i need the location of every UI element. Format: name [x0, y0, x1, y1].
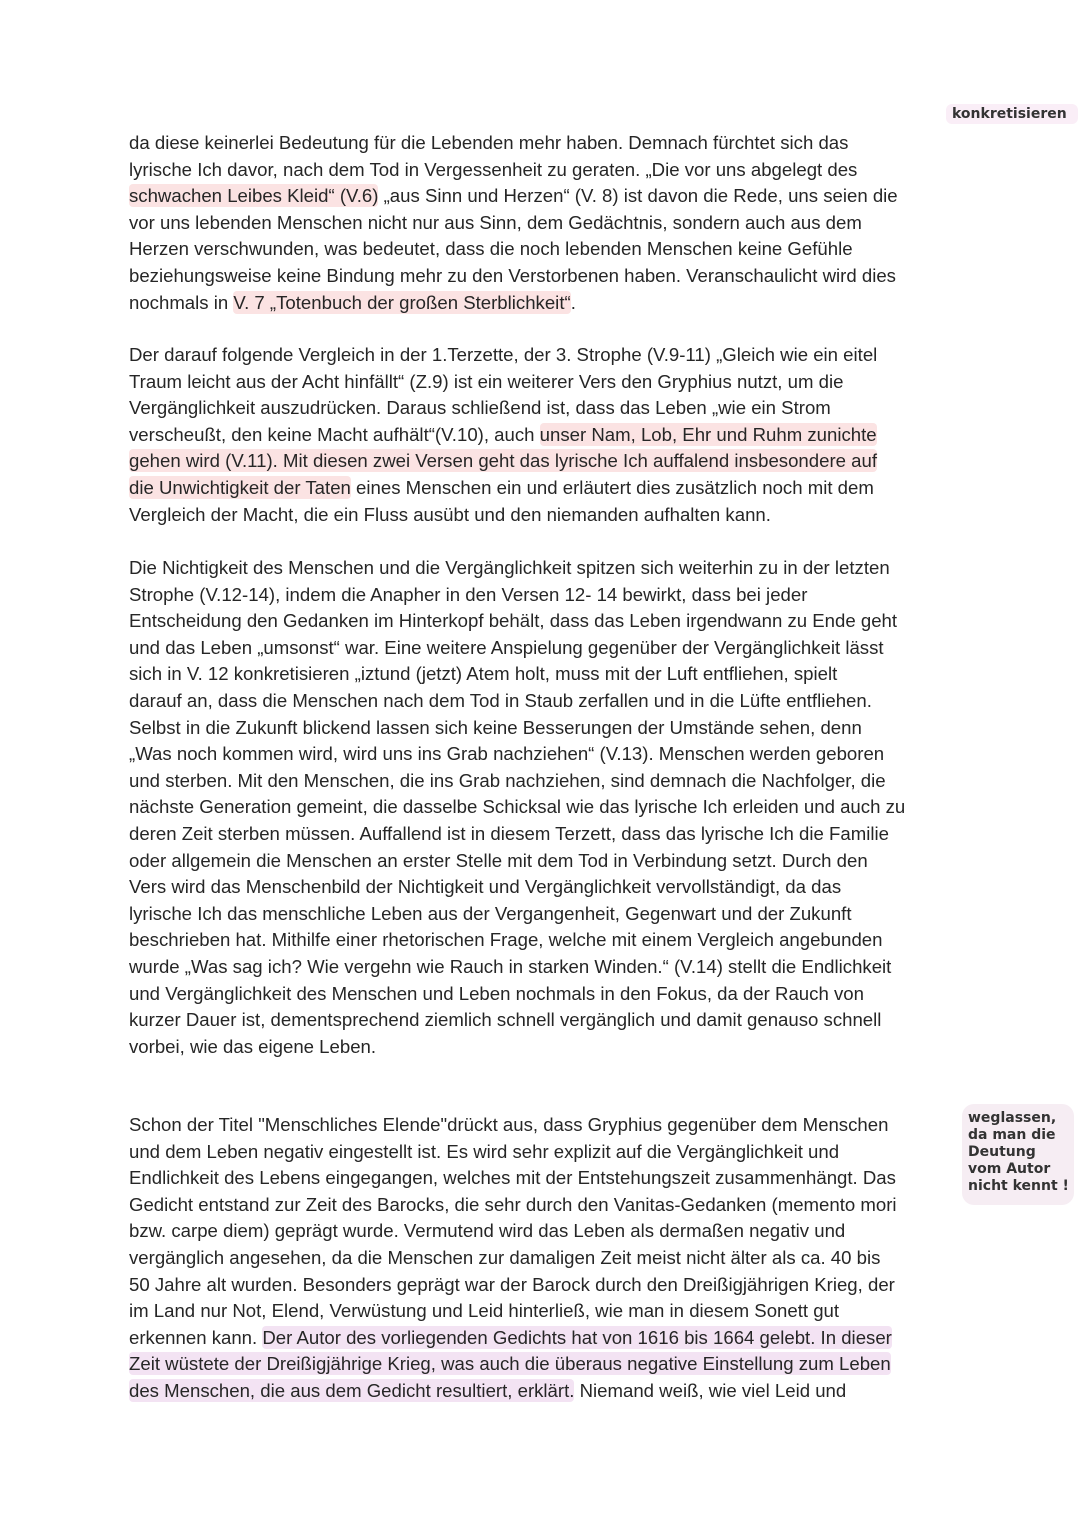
text-line: darauf an, dass die Menschen nach dem Tod in Staub zerfallen und in die Lüfte entfliehen. — [129, 689, 872, 711]
text-line: kurzer Dauer ist, dementsprechend ziemlich schnell vergänglich und damit genauso schnell — [129, 1009, 882, 1031]
highlight-mark: des Menschen, die aus dem Gedicht resultiert, erklärt. — [129, 1379, 575, 1401]
text-span: nochmals in — [129, 291, 234, 313]
text-line: lyrische Ich davor, nach dem Tod in Vergessenheit zu geraten. „Die vor uns abgelegt des — [129, 158, 858, 180]
text-line: Herzen verschwunden, was bedeutet, dass die noch lebenden Menschen keine Gefühle — [129, 238, 853, 260]
text-line: Vers wird das Menschenbild der Nichtigkeit und Vergänglichkeit vervollständigt, da das — [129, 876, 842, 898]
text-line: lyrische Ich das menschliche Leben aus der Vergangenheit, Gegenwart und der Zukunft — [129, 902, 852, 924]
text-line: beziehungsweise keine Bindung mehr zu den Verstorbenen haben. Veranschaulicht wird dies — [129, 264, 896, 286]
text-span: verscheußt, den keine Macht aufhält“(V.10), auch — [129, 423, 540, 445]
text-line: da diese keinerlei Bedeutung für die Lebenden mehr haben. Demnach fürchtet sich das — [129, 132, 849, 153]
paragraph-1 — [129, 130, 959, 316]
text-line — [129, 290, 959, 317]
highlight-mark: V. 7 „Totenbuch der großen Sterblichkeit“ — [233, 291, 571, 313]
text-span: erkennen kann. — [129, 1326, 263, 1348]
text-line: Die Nichtigkeit des Menschen und die Vergänglichkeit spitzen sich weiterhin zu in der letzten — [129, 557, 890, 578]
text-span: Niemand weiß, wie viel Leid und — [574, 1379, 847, 1401]
text-line — [129, 1378, 959, 1405]
text-line: Traum leicht aus der Acht hinfällt“ (Z.9) ist ein weiterer Vers den Gryphius nutzt, um die — [129, 370, 844, 392]
note-line: Deutung — [968, 1144, 1036, 1160]
text-span: eines Menschen ein und erläutert dies zusätzlich noch mit dem — [350, 476, 874, 498]
text-line: nächste Generation gemeint, die dasselbe Schicksal wie das lyrische Ich erleiden und auch zu — [129, 796, 906, 818]
text-line: vorbei, wie das eigene Leben. — [129, 1035, 377, 1057]
text-line: beschrieben hat. Mithilfe einer rhetorischen Frage, welche mit einem Vergleich angebunden — [129, 929, 883, 951]
text-line: und das Leben „umsonst“ war. Eine weitere Anspielung gegenüber der Vergänglichkeit lässt — [129, 636, 884, 658]
highlight-mark: schwachen Leibes Kleid“ (V.6) — [129, 185, 379, 207]
text-line — [129, 422, 959, 449]
note-line: da man die — [968, 1127, 1056, 1143]
text-line: Vergänglichkeit auszudrücken. Daraus schließend ist, dass das Leben „wie ein Strom — [129, 397, 831, 419]
text-line: Entscheidung den Gedanken im Hinterkopf behält, dass das Leben irgendwann zu Ende geht — [129, 610, 898, 632]
paragraph-4 — [129, 1112, 959, 1405]
text-line: sich in V. 12 konkretisieren „iztund (jetzt) Atem holt, muss mit der Luft entfliehen, spielt — [129, 663, 838, 685]
text-span: „aus Sinn und Herzen“ (V. 8) ist davon die Rede, uns seien die — [378, 185, 898, 207]
text-line: und Vergänglichkeit des Menschen und Leben nochmals in den Fokus, da der Rauch von — [129, 982, 864, 1004]
paragraph-2 — [129, 342, 959, 528]
highlight-mark: die Unwichtigkeit der Taten — [129, 476, 351, 498]
highlight-mark: unser Nam, Lob, Ehr und Ruhm zunichte — [539, 423, 877, 445]
note-line: nicht kennt ! — [968, 1178, 1069, 1194]
text-line: im Land nur Not, Elend, Verwüstung und Leid hinterließ, wie man in diesem Sonett gut — [129, 1300, 840, 1322]
text-line: Vergleich der Macht, die ein Fluss ausübt und den niemanden aufhalten kann. — [129, 503, 771, 525]
highlight-mark: Zeit wüstete der Dreißigjährige Krieg, was auch die überaus negative Einstellung zum Leben — [129, 1353, 891, 1375]
highlight-mark: gehen wird (V.11). Mit diesen zwei Versen geht das lyrische Ich auffalend insbesondere auf — [129, 450, 877, 472]
text-line: Selbst in die Zukunft blickend lassen sich keine Besserungen der Umstände sehen, denn — [129, 716, 862, 738]
text-line: Endlichkeit des Lebens eingegangen, welches mit der Entstehungszeit zusammenhängt. Das — [129, 1167, 896, 1189]
text-line — [129, 475, 959, 502]
note-line: weglassen, — [968, 1110, 1057, 1126]
text-line: „Was noch kommen wird, wird uns ins Grab nachziehen“ (V.13). Menschen werden geboren — [129, 743, 885, 765]
text-line: Strophe (V.12-14), indem die Anapher in den Versen 12- 14 bewirkt, dass bei jeder — [129, 583, 808, 605]
text-line: oder allgemein die Menschen an erster Stelle mit dem Tod in Verbindung setzt. Durch den — [129, 849, 868, 871]
text-line: Schon der Titel "Menschliches Elende"drückt aus, dass Gryphius gegenüber dem Menschen — [129, 1114, 889, 1135]
highlight-mark: Der Autor des vorliegenden Gedichts hat von 1616 bis 1664 gelebt. In dieser — [262, 1326, 892, 1348]
text-line: Der darauf folgende Vergleich in der 1.Terzette, der 3. Strophe (V.9-11) „Gleich wie ein eitel — [129, 344, 878, 365]
text-line: vor uns lebenden Menschen nicht nur aus Sinn, dem Gedächtnis, sondern auch aus dem — [129, 211, 862, 233]
paragraph-3 — [129, 555, 959, 1060]
text-line: deren Zeit sterben müssen. Auffallend ist in diesem Terzett, dass das lyrische Ich die Familie — [129, 822, 889, 844]
note-line: vom Autor — [968, 1161, 1051, 1177]
text-line — [129, 1325, 959, 1352]
text-line: und dem Leben negativ eingestellt ist. Es wird sehr explizit auf die Vergänglichkeit und — [129, 1140, 840, 1162]
text-line: wurde „Was sag ich? Wie vergehn wie Rauch in starken Winden.“ (V.14) stellt die Endlichkeit — [129, 955, 892, 977]
text-line: und sterben. Mit den Menschen, die ins Grab nachziehen, sind demnach die Nachfolger, die — [129, 769, 886, 791]
text-line: Gedicht entstand zur Zeit des Barocks, die sehr durch den Vanitas-Gedanken (memento mori — [129, 1193, 897, 1215]
text-span: . — [570, 291, 576, 313]
margin-note-weglassen — [962, 1104, 1074, 1205]
text-line: vergänglich angesehen, da die Menschen zur damaligen Zeit meist nicht älter als ca. 40 bis — [129, 1246, 881, 1268]
text-line — [129, 1351, 959, 1378]
margin-note-konkretisieren: konkretisieren — [946, 104, 1078, 124]
text-line — [129, 448, 959, 475]
text-line — [129, 183, 959, 210]
text-line: bzw. carpe diem) geprägt wurde. Vermutend wird das Leben als dermaßen negativ und — [129, 1220, 846, 1242]
text-line: 50 Jahre alt wurden. Besonders geprägt war der Barock durch den Dreißigjährigen Krieg, der — [129, 1273, 895, 1295]
